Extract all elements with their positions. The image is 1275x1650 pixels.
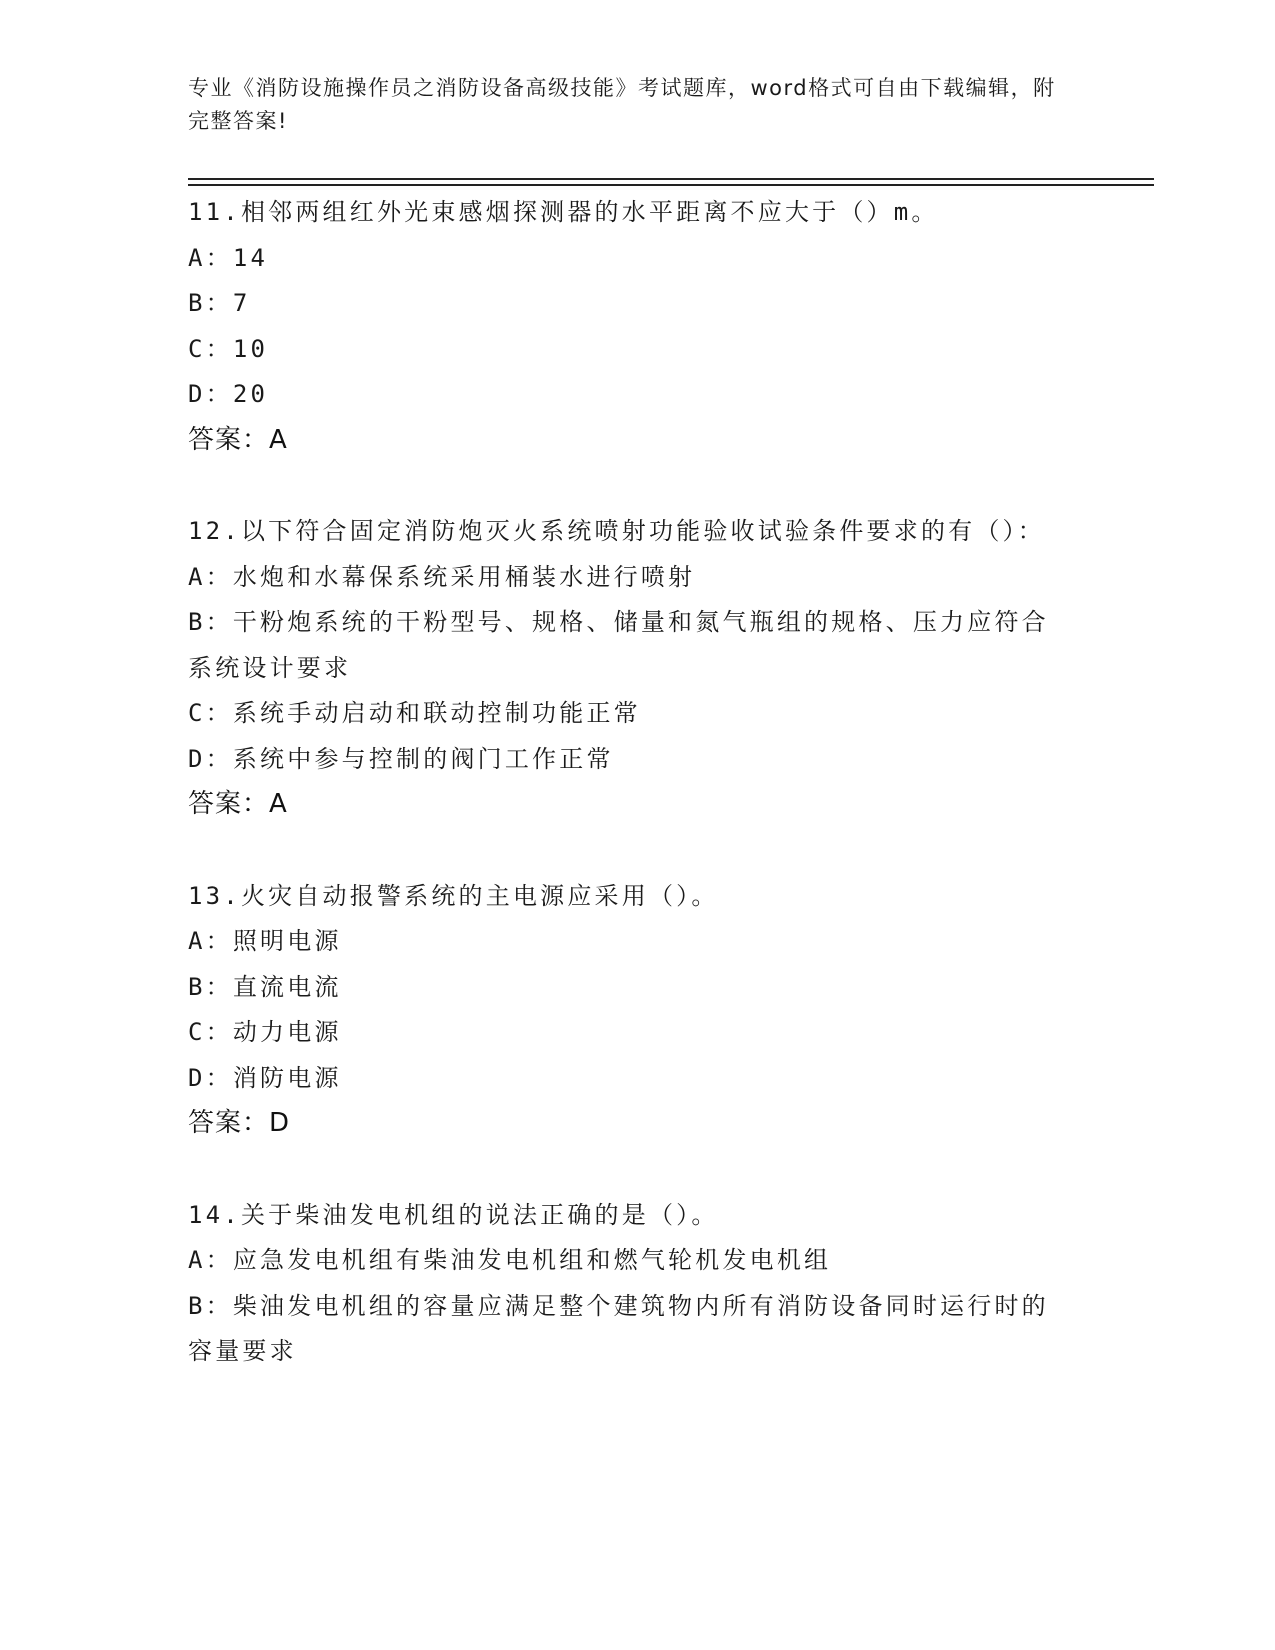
question-12 bbox=[188, 509, 1088, 828]
question-14 bbox=[188, 1193, 1088, 1375]
answer: 答案：A bbox=[188, 424, 288, 455]
answer: 答案：A bbox=[188, 789, 288, 819]
option-a: A：应急发电机组有柴油发电机组和燃气轮机发电机组 bbox=[188, 1246, 832, 1274]
option-c: C：动力电源 bbox=[188, 1018, 342, 1046]
header-rule-bottom bbox=[188, 184, 1154, 186]
option-d: D：消防电源 bbox=[188, 1063, 342, 1092]
header-rule-top bbox=[188, 178, 1154, 180]
option-b: B：7 bbox=[188, 289, 251, 317]
option-a: A：照明电源 bbox=[188, 927, 342, 955]
question-stem: 12.以下符合固定消防炮灭火系统喷射功能验收试验条件要求的有（）： bbox=[188, 517, 1045, 545]
option-c: C：10 bbox=[188, 334, 269, 363]
question-11 bbox=[188, 190, 1088, 463]
document-header: 专业《消防设施操作员之消防设备高级技能》考试题库，word格式可自由下载编辑，附完整答案! bbox=[188, 76, 1056, 133]
answer: 答案：D bbox=[188, 1108, 291, 1138]
option-b: B：柴油发电机组的容量应满足整个建筑物内所有消防设备同时运行时的容量要求 bbox=[188, 1291, 1049, 1365]
question-stem: 14.关于柴油发电机组的说法正确的是（）。 bbox=[188, 1200, 719, 1229]
question-stem: 13.火灾自动报警系统的主电源应采用（）。 bbox=[188, 881, 719, 910]
question-stem: 11.相邻两组红外光束感烟探测器的水平距离不应大于（）m。 bbox=[188, 198, 939, 226]
option-d: D：系统中参与控制的阀门工作正常 bbox=[188, 744, 614, 773]
option-c: C：系统手动启动和联动控制功能正常 bbox=[188, 699, 641, 727]
question-13 bbox=[188, 874, 1088, 1147]
option-d: D：20 bbox=[188, 380, 269, 408]
option-b: B：直流电流 bbox=[188, 972, 342, 1001]
option-a: A：水炮和水幕保系统采用桶装水进行喷射 bbox=[188, 562, 696, 591]
question-list bbox=[188, 190, 1088, 1421]
option-b: B：干粉炮系统的干粉型号、规格、储量和氮气瓶组的规格、压力应符合系统设计要求 bbox=[188, 608, 1049, 682]
option-a: A：14 bbox=[188, 243, 269, 272]
